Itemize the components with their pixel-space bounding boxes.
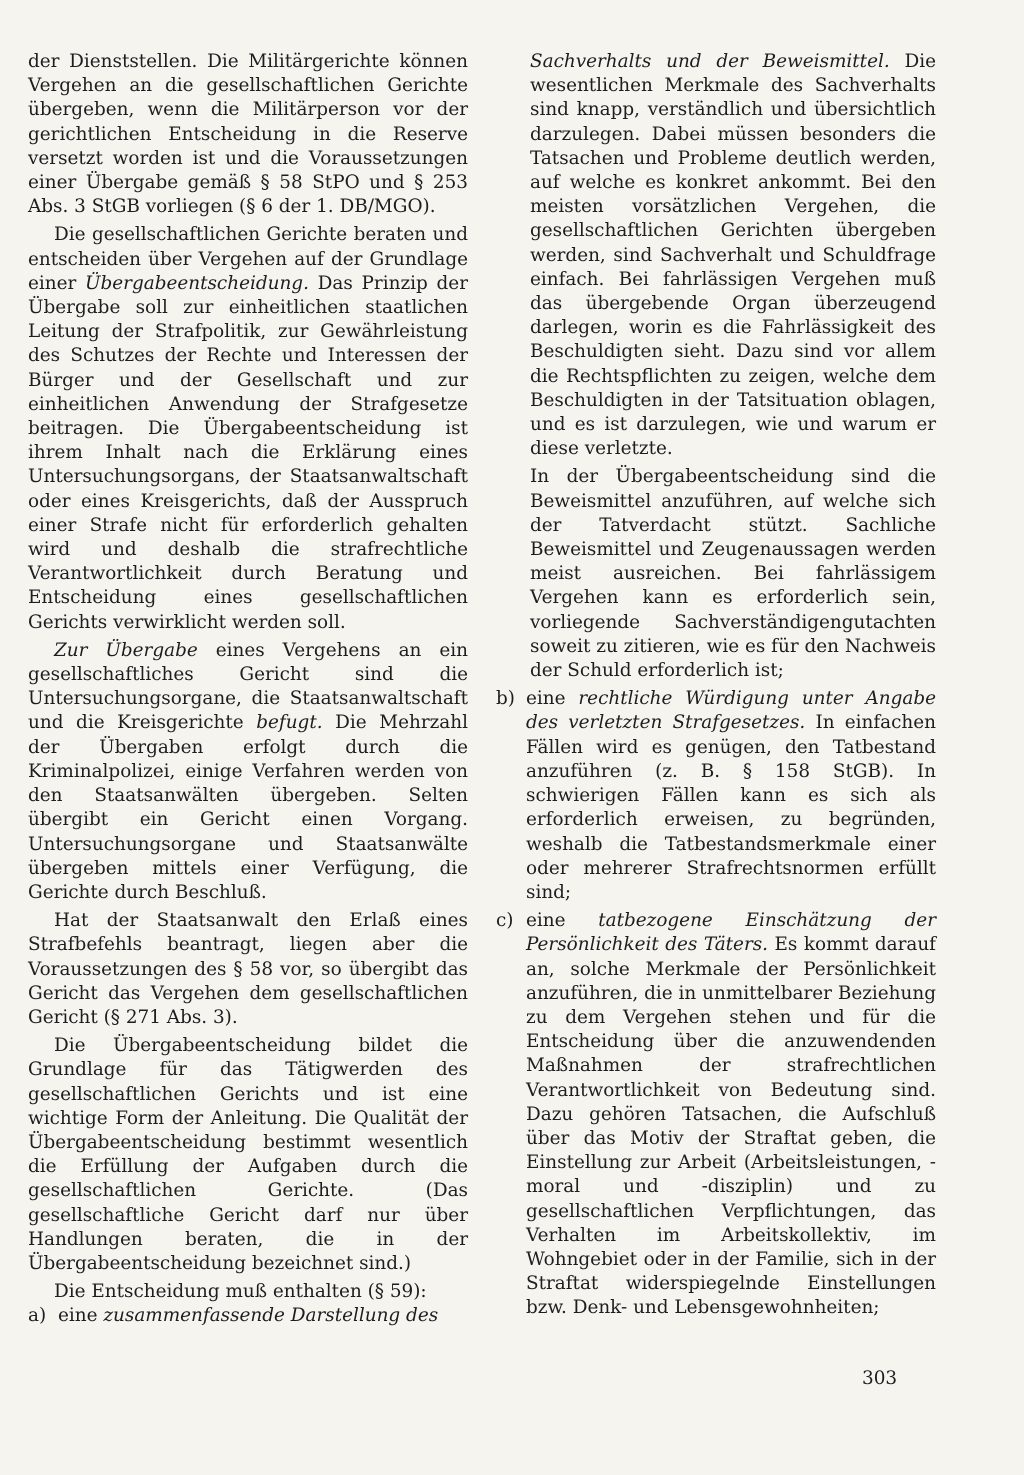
emphasis: zusammenfassende Darstellung des [103, 1305, 439, 1327]
emphasis: Übergabeentscheidung. [85, 272, 309, 294]
paragraph: Sachverhalts und der Beweismittel. Die wesentlichen Merkmale des Sachverhalts sind knapp, verständlich und übersichtlich darzulegen. Dabei müssen besonders die Tatsachen und Probleme deutlich werden, auf welche es konkret ankommt. Bei den meisten vorsätzlichen Vergehen, die gesellschaftlichen Gerichten übergeben werden, sind Sachverhalt und Schuldfrage einfach. Bei fahrlässigen Vergehen muß das übergebende Organ überzeugend darlegen, worin es die Fahrlässigkeit des Beschuldigten sieht. Dazu sind vor allem die Rechtspflichten zu zeigen, welche dem Beschuldigten in der Tatsituation oblagen, und es ist darzulegen, wie und warum er diese verletzte. [530, 51, 937, 460]
emphasis: Zur Übergabe [54, 639, 198, 661]
paragraph: Die gesellschaftlichen Gerichte beraten und entscheiden über Vergehen auf der Grundlage einer Übergabeentscheidung. Das Prinzip der Übergabe soll zur einheitlichen staatlichen Leitung der Strafpolitik, zur Gewährleistung des Schutzes der Rechte und Interessen der Bürger und der Gesellschaft und zur einheitlichen Anwendung der Strafgesetze beitragen. Die Übergabeentscheidung ist ihrem Inhalt nach die Erklärung eines Untersuchungsorgans, der Staatsanwaltschaft oder eines Kreisgerichts, daß der Ausspruch einer Strafe nicht für erforderlich gehalten wird und deshalb die strafrechtliche Verantwortlichkeit durch Beratung und Entscheidung eines gesellschaftlichen Gerichts verwirklicht werden soll. [28, 224, 468, 633]
right-column [496, 50, 936, 1321]
emphasis: rechtliche Würdigung unter Angabe des verletzten Strafgesetzes. [526, 688, 936, 734]
paragraph: der Dienststellen. Die Militärgerichte können Vergehen an die gesellschaftlichen Gerichte übergeben, wenn die Militärperson vor der gerichtlichen Entscheidung in die Reserve versetzt worden ist und die Voraussetzungen einer Übergabe gemäß § 58 StPO und § 253 Abs. 3 StGB vorliegen (§ 6 der 1. DB/MGO). [28, 51, 468, 218]
list-label: b) [496, 688, 515, 710]
emphasis: befugt. [256, 712, 323, 734]
paragraph: In der Übergabeentscheidung sind die Beweismittel anzuführen, auf welche sich der Tatverdacht stützt. Sachliche Beweismittel und Zeugenaussagen werden meist ausreichen. Bei fahrlässigem Vergehen kann es erforderlich sein, vorliegende Sachverständigengutachten soweit zu zitieren, wie es für den Nachweis der Schuld erforderlich ist; [530, 466, 936, 682]
list-item-a: a) eine zusammenfassende Darstellung des [28, 1304, 468, 1328]
list-label: a) [28, 1305, 47, 1327]
paragraph: Die Entscheidung muß enthalten (§ 59): [54, 1281, 427, 1303]
paragraph: Zur Übergabe eines Vergehens an ein gesellschaftliches Gericht sind die Untersuchungsorgane, die Staatsanwaltschaft und die Kreisgerichte befugt. Die Mehrzahl der Übergaben erfolgt durch die Kriminalpolizei, einige Verfahren werden von den Staatsanwälten übergeben. Selten übergibt ein Gericht einen Vorgang. Untersuchungsorgane und Staatsanwälte übergeben mittels einer Verfügung, die Gerichte durch Beschluß. [28, 639, 468, 903]
emphasis: Sachverhalts und der Beweismittel. [530, 51, 890, 72]
paragraph: Hat der Staatsanwalt den Erlaß eines Strafbefehls beantragt, liegen aber die Voraussetzungen des § 58 vor, so übergibt das Gericht das Vergehen dem gesellschaftlichen Gericht (§ 271 Abs. 3). [28, 910, 468, 1028]
list-item-b: b) eine rechtliche Würdigung unter Angabe des verletzten Strafgesetzes. In einfachen Fällen wird es genügen, den Tatbestand anzuführen (z. B. § 158 StGB). In schwierigen Fällen kann es sich als erforderlich erweisen, zu begründen, weshalb die Tatbestandsmerkmale einer oder mehrerer Strafrechtsnormen erfüllt sind; [496, 687, 936, 905]
emphasis: tatbezogene Einschätzung der Persönlichkeit des Täters. [526, 910, 936, 956]
left-column [28, 50, 468, 1329]
paragraph: Die Übergabeentscheidung bildet die Grundlage für das Tätigwerden des gesellschaftlichen Gerichts und ist eine wichtige Form der Anleitung. Die Qualität der Übergabeentscheidung bestimmt wesentlich die Erfüllung der Aufgaben durch die gesellschaftlichen Gerichte. (Das gesellschaftliche Gericht darf nur über Handlungen beraten, die in der Übergabeentscheidung bezeichnet sind.) [28, 1035, 468, 1274]
page-number: 303 [862, 1368, 898, 1389]
list-label: c) [496, 910, 514, 932]
list-item-c: c) eine tatbezogene Einschätzung der Persönlichkeit des Täters. Es kommt darauf an, solche Merkmale der Persönlichkeit anzuführen, die in unmittelbarer Beziehung zu dem Vergehen stehen und für die Entscheidung über die anzuwendenden Maßnahmen der strafrechtlichen Verantwortlichkeit von Bedeutung sind. Dazu gehören Tatsachen, die Aufschluß über das Motiv der Straftat geben, die Einstellung zur Arbeit (Arbeitsleistungen, -moral und -disziplin) und zu gesellschaftlichen Verpflichtungen, das Verhalten im Arbeitskollektiv, im Wohngebiet oder in der Familie, sich in der Straftat widerspiegelnde Einstellungen bzw. Denk- und Lebensgewohnheiten; [496, 909, 936, 1320]
